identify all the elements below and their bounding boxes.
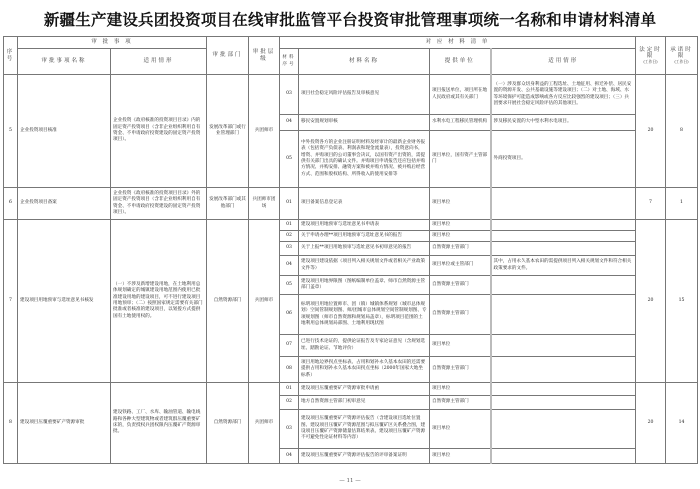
material-name: 关于申请办理**项目用地预审与选址意见书的报告: [299, 231, 430, 242]
row-applicable-case: 企业投资《政府核准的投资项目目录》外的固定资产投资项目（含非企业组织利用自有资金、不申请政府投资建设的固定资产投资项目）。: [111, 188, 207, 220]
material-provider: 水利水电工程移民管理机构: [430, 115, 491, 131]
material-case: [491, 276, 636, 295]
header-materials-group: 对 应 材 料 清 单: [280, 37, 636, 49]
header-material-name: 材料名称: [299, 49, 430, 75]
material-provider: 项目单位: [430, 383, 491, 396]
material-seq: 03: [280, 242, 299, 256]
header-material-applicable-case: 适用情形: [491, 49, 636, 75]
material-case: [491, 449, 636, 464]
row-dept: 发展改革部门或行业管理部门: [207, 75, 249, 188]
material-provider: 项目报送单位，项目所在地人民政府或其有关部门: [430, 75, 491, 115]
row-item-name: 建设项目用地预审与选址意见书核发: [18, 220, 111, 383]
header-approval-item-name: 审批事项名称: [18, 49, 111, 75]
material-provider: 自然资源主管部门: [430, 295, 491, 335]
header-approval-level: 审批层级: [249, 37, 280, 75]
row-level: 兵团师市: [249, 220, 280, 383]
header-seq: 序号: [4, 37, 18, 75]
promised-limit-value: 1: [666, 188, 698, 220]
material-seq: 01: [280, 383, 299, 396]
material-name: 建设项目用地预审与选址意见书申请表: [299, 220, 430, 231]
material-name: 标明项目用地位置师市、团（镇）城镇体系规划（城市总体规划）空间管制规划图、师/团城市总体规划空间管制规划图、专项规划图（师市自然资源和规划局盖章），标明项目范围的土地利用总体规划局部图、土地利用现状图: [299, 295, 430, 335]
material-case: [491, 410, 636, 449]
material-case: [491, 242, 636, 256]
row-seq: 8: [4, 383, 18, 464]
material-name: 建设项目压覆重要矿产资源评估报告（含建设项目选址位置图、建设项目压覆矿产资源范围与拟压覆矿区关系叠合图，建设项目压覆矿产资源储量估算结果表、建设项目压覆矿产资源不可避免性论证材料等内容）: [299, 410, 430, 449]
row-level: 兵团师市: [249, 75, 280, 188]
table-row: [4, 188, 698, 220]
header-material-seq: 材料序号: [280, 49, 299, 75]
material-seq: 03: [280, 410, 299, 449]
material-provider: 项目单位: [430, 220, 491, 231]
table-row: [4, 220, 698, 231]
legal-limit-unit: (工作日): [643, 59, 658, 65]
legal-limit-label: 法定时限: [639, 46, 662, 59]
material-provider: 项目单位，国有资产主管部门: [430, 131, 491, 188]
row-item-name: 建设项目压覆重要矿产资源审批: [18, 383, 111, 464]
material-case: [491, 220, 636, 231]
promised-limit-value: 15: [666, 220, 698, 383]
material-case: [491, 383, 636, 396]
material-seq: 08: [280, 357, 299, 383]
material-case: [491, 231, 636, 242]
material-name: 项目备案信息登记表: [299, 188, 430, 220]
material-provider: 项目单位: [430, 335, 491, 357]
material-seq: 02: [280, 231, 299, 242]
material-name: 建设项目压覆重要矿产资源审批申请函: [299, 383, 430, 396]
row-seq: 6: [4, 188, 18, 220]
material-seq: 04: [280, 115, 299, 131]
page-number: — 11 —: [339, 478, 361, 484]
material-case: [491, 357, 636, 383]
table-row: [4, 75, 698, 115]
header-legal-limit: [636, 37, 666, 75]
material-case: [491, 396, 636, 410]
material-seq: 02: [280, 396, 299, 410]
document-title: 新疆生产建设兵团投资项目在线审批监管平台投资审批管理事项统一名称和申请材料清单: [43, 10, 657, 29]
material-provider: 自然资源主管部门: [430, 357, 491, 383]
material-name: 已进行技术论证的，提供论证报告及专家论证意见（含规划选址、踏勘论证、节地评价）: [299, 335, 430, 357]
header-promised-limit: [666, 37, 698, 75]
promised-limit-value: 14: [666, 383, 698, 464]
material-case: [491, 335, 636, 357]
promised-limit-unit: (工作日): [674, 59, 689, 65]
material-seq: 06: [280, 295, 299, 335]
material-seq: 04: [280, 256, 299, 276]
material-provider: 自然资源主管部门: [430, 396, 491, 410]
material-provider: 项目单位: [430, 410, 491, 449]
material-case: [491, 188, 636, 220]
material-case: 涉及移民安置的大中型水利水电项目。: [491, 115, 636, 131]
legal-limit-value: 20: [636, 383, 666, 464]
row-dept: 自然资源部门: [207, 383, 249, 464]
row-item-name: 企业投资项目核准: [18, 75, 111, 188]
row-seq: 5: [4, 75, 18, 188]
table-row: [4, 383, 698, 396]
material-provider: 自然资源主管部门: [430, 242, 491, 256]
row-dept: 发展改革部门或其他部门: [207, 188, 249, 220]
material-seq: 04: [280, 449, 299, 464]
row-dept: 自然资源部门: [207, 220, 249, 383]
material-name: 建设项目压覆重要矿产资源评估报告的评审备案证明: [299, 449, 430, 464]
header-approval-dept: 审批部门: [207, 37, 249, 75]
material-case: [491, 295, 636, 335]
material-name: 项目用地边界拐点坐标表、占用和划补永久基本农田的还需要提供占用和划补永久基本农田拐点坐标（2000年国家大地坐标系）: [299, 357, 430, 383]
material-name: 中外投资各方的企业注册证明材料及经审计的最新企业财务报表（包括资产负债表、利润表和现金流量表），投资意向书，增资、并购项目的公司董事会决议，以国有资产出资的，需提供有关部门出具的确认文件。并购项目申请报告还应包括并购方情况、并购安排、融资方案和被并购方情况、被并购后经营方式、范围和股权结构、所得收入的使用安排等: [299, 131, 430, 188]
legal-limit-value: 20: [636, 75, 666, 188]
header-approval-item-group: 审 批 事 项: [18, 37, 207, 49]
legal-limit-value: 7: [636, 188, 666, 220]
material-provider: 项目单位: [430, 449, 491, 464]
row-applicable-case: 建设铁路、工厂、水库、输油管道、输电线路和各种大型建筑物或者建筑群压覆重要矿床的，负责授权兵团权限内压覆矿产资源审批。: [111, 383, 207, 464]
approval-materials-table: [3, 36, 698, 464]
material-name: 地方自然资源主管部门初审意见: [299, 396, 430, 410]
material-provider: 项目单位或主管部门: [430, 256, 491, 276]
material-provider: 项目单位: [430, 188, 491, 220]
promised-limit-label: 承诺时限: [670, 46, 693, 59]
material-name: 移民安置规划审核: [299, 115, 430, 131]
legal-limit-value: 20: [636, 220, 666, 383]
material-seq: 05: [280, 276, 299, 295]
promised-limit-value: 8: [666, 75, 698, 188]
row-item-name: 企业投资项目备案: [18, 188, 111, 220]
material-seq: 03: [280, 75, 299, 115]
material-name: 关于上报**项目用地预审与选址意见书初审意见的报告: [299, 242, 430, 256]
material-name: 建设项目建设依据（项目列入相关规划文件或者相关产业政策文件等）: [299, 256, 430, 276]
header-applicable-case: 适用情形: [111, 49, 207, 75]
material-provider: 项目单位: [430, 231, 491, 242]
material-seq: 07: [280, 335, 299, 357]
material-case: （一）涉及群众切身利益的工程选址、土地征用、拆迁补偿、居民安置的资源开发、公共基础设施等建设项目；（二）对土地、海域、水等环境保护可能造成影响或各方反应比较强烈的建设项目；（三）兵团要求开展社会稳定风险评估的其他项目。: [491, 75, 636, 115]
material-case: 外商投资项目。: [491, 131, 636, 188]
material-name: 建设项目用地界限图（图纸编制单位盖章、师市自然资源主管部门盖章）: [299, 276, 430, 295]
material-provider: 自然资源主管部门: [430, 276, 491, 295]
material-case: 其中，占用永久基本农田的需提供项目列入相关规划文件和符合相关政策要求的文件。: [491, 256, 636, 276]
row-applicable-case: 企业投资《政府核准的投资项目目录》内的固定资产投资项目（含非企业组织利用自有资金、不申请政府投资建设的固定资产投资项目）。: [111, 75, 207, 188]
material-seq: 01: [280, 220, 299, 231]
row-seq: 7: [4, 220, 18, 383]
material-name: 项目社会稳定风险评估报告及审核意见: [299, 75, 430, 115]
material-seq: 05: [280, 131, 299, 188]
material-seq: 01: [280, 188, 299, 220]
row-applicable-case: （一）不涉及新增建设用地，在土地利用总体规划确定的城镇建设用地范围内使用已批准建设用地的建设项目，可不进行建设项目用地预审；（二）按照国家规定需要有关部门批准或者核准的建设项目，以划拨方式提供国有土地使用权的。: [111, 220, 207, 383]
row-level: 兵团师市团场: [249, 188, 280, 220]
row-level: 兵团师市: [249, 383, 280, 464]
header-provider: 提供单位: [430, 49, 491, 75]
